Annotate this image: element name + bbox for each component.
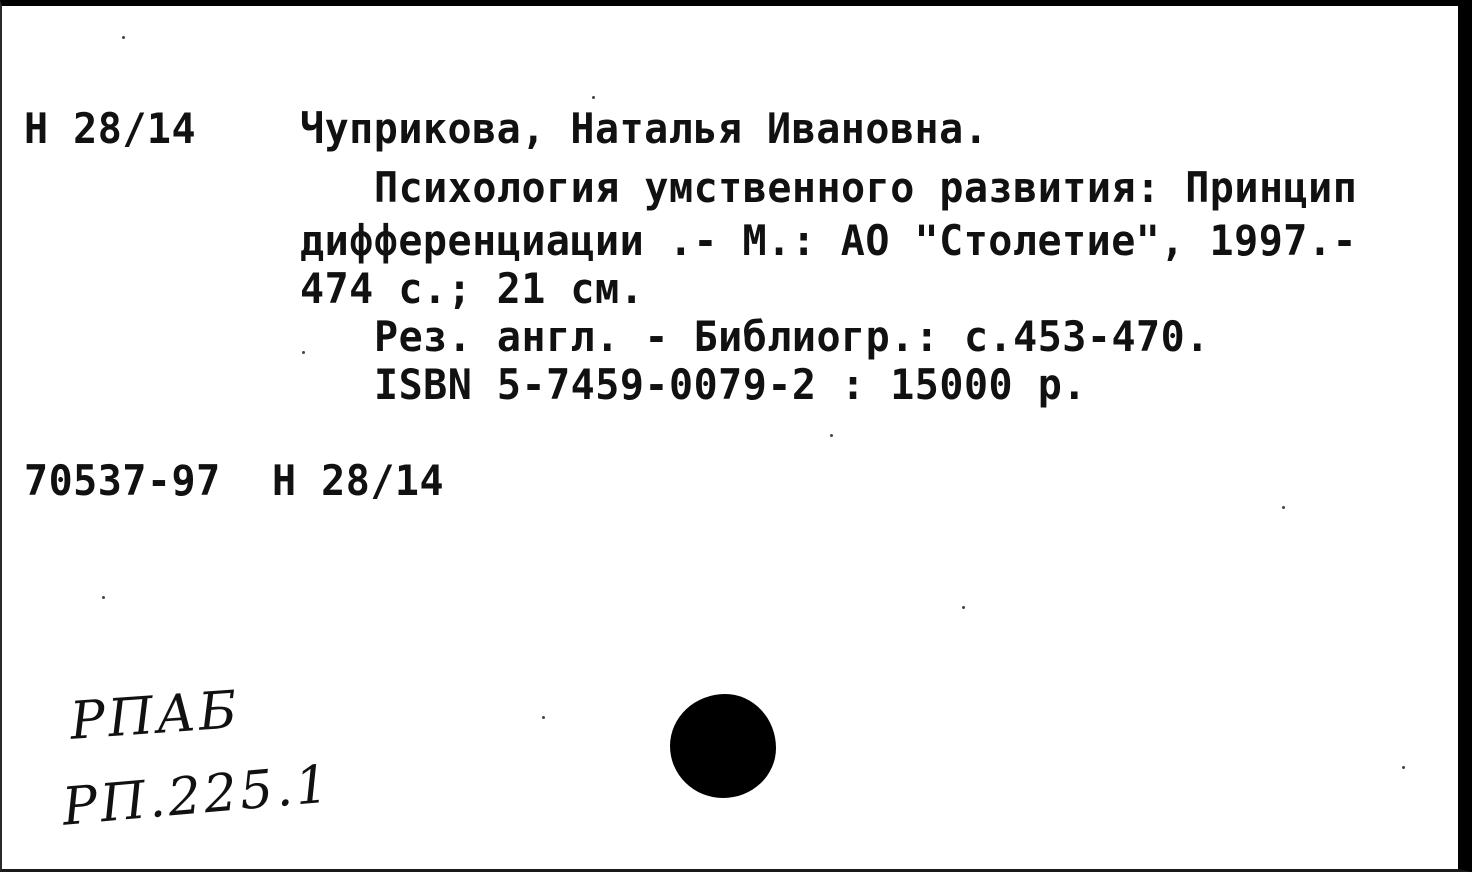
paper-speck [592, 96, 595, 99]
paper-speck [1402, 766, 1405, 769]
paper-speck [830, 434, 833, 437]
call-number: Н 28/14 [24, 105, 197, 154]
title-line: Психология умственного развития: Принцип [374, 164, 1358, 213]
inventory-shelf-mark: Н 28/14 [272, 457, 445, 506]
imprint-line: дифференциации .- М.: АО "Столетие", 1997.- [300, 217, 1358, 266]
inventory-number: 70537-97 [24, 457, 221, 506]
isbn-line: ISBN 5-7459-0079-2 : 15000 р. [374, 361, 1087, 410]
paper-speck [102, 596, 105, 599]
paper-speck [542, 716, 545, 719]
handwritten-classification: РП.225.1 [59, 754, 334, 838]
notes-line: Рез. англ. - Библиогр.: с.453-470. [374, 313, 1210, 362]
author-heading: Чуприкова, Наталья Ивановна. [300, 105, 989, 154]
physical-description: 474 с.; 21 см. [300, 265, 645, 314]
paper-speck [302, 351, 305, 354]
paper-speck [962, 606, 965, 609]
paper-speck [122, 36, 125, 39]
paper-speck [1282, 506, 1285, 509]
punch-hole-icon [670, 694, 776, 798]
handwritten-location-code: РПАБ [68, 680, 242, 752]
